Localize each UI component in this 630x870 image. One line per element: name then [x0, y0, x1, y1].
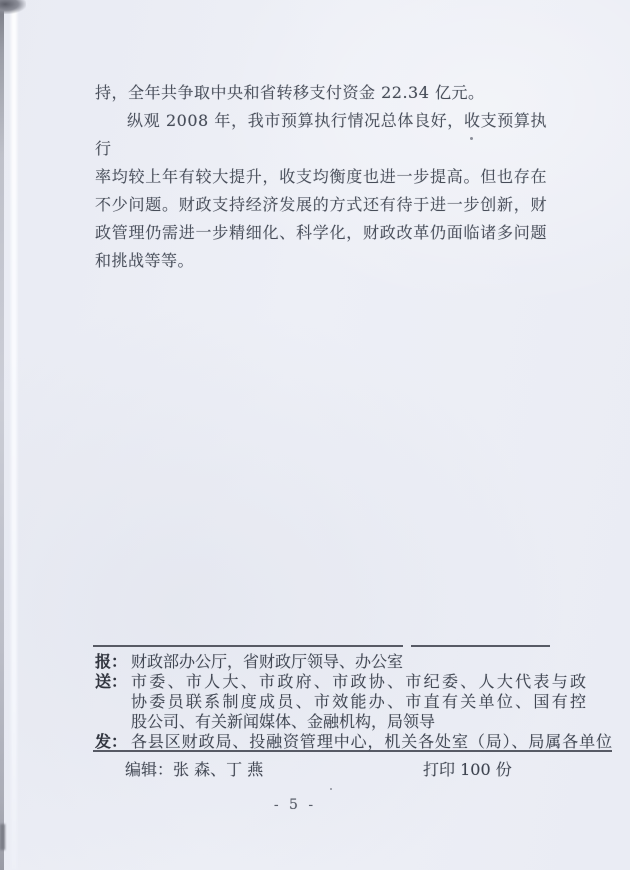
paragraph-line: 纵观 2008 年，我市预算执行情况总体良好，收支预算执行 — [95, 111, 547, 158]
separator-line-top-right — [411, 645, 550, 647]
page-number: - 5 - — [273, 797, 317, 813]
send-to-label: 送： — [95, 672, 128, 691]
send-to-line: 协委员联系制度成员、市效能办、市直有关单位、国有控 — [131, 692, 586, 711]
body-text-block — [95, 79, 547, 275]
send-to-line: 市委、市人大、市政府、市政协、市纪委、人大代表与政 — [131, 672, 586, 691]
issue-to-row — [95, 732, 612, 752]
editor-row — [125, 759, 612, 781]
scan-left-edge-shadow — [0, 0, 4, 870]
send-to-line: 股公司、有关新闻媒体、金融机构，局领导 — [131, 712, 436, 731]
scan-corner-smudge — [0, 0, 26, 14]
paragraph-line: 政管理仍需进一步精细化、科学化，财政改革仍面临诸多问题 — [95, 223, 547, 242]
paragraph-line: 不少问题。财政支持经济发展的方式还有待于进一步创新，财 — [95, 195, 547, 214]
issue-to-content: 各县区财政局、投融资管理中心，机关各处室（局）、局属各单位 — [131, 732, 612, 751]
scan-bottom-edge-mark — [0, 824, 5, 850]
print-count: 打印 100 份 — [423, 760, 512, 779]
send-to-row — [95, 672, 612, 732]
scan-speck — [330, 788, 332, 790]
paragraph-last-line: 和挑战等等。 — [95, 251, 195, 270]
scan-fold-highlight — [11, 0, 17, 870]
report-to-label: 报： — [95, 652, 128, 671]
paragraph-line: 率均较上年有较大提升，收支均衡度也进一步提高。但也存在 — [95, 167, 547, 186]
report-to-row — [95, 652, 612, 672]
distribution-block — [95, 652, 612, 752]
report-to-content: 财政部办公厅，省财政厅领导、办公室 — [131, 652, 404, 671]
paragraph-continuation-line: 持，全年共争取中央和省转移支付资金 22.34 亿元。 — [95, 83, 485, 102]
editor-label: 编辑： — [125, 760, 174, 779]
separator-line-top-left — [93, 645, 403, 647]
issue-to-label: 发： — [95, 732, 128, 751]
editor-names: 张 森、丁 燕 — [173, 760, 264, 779]
